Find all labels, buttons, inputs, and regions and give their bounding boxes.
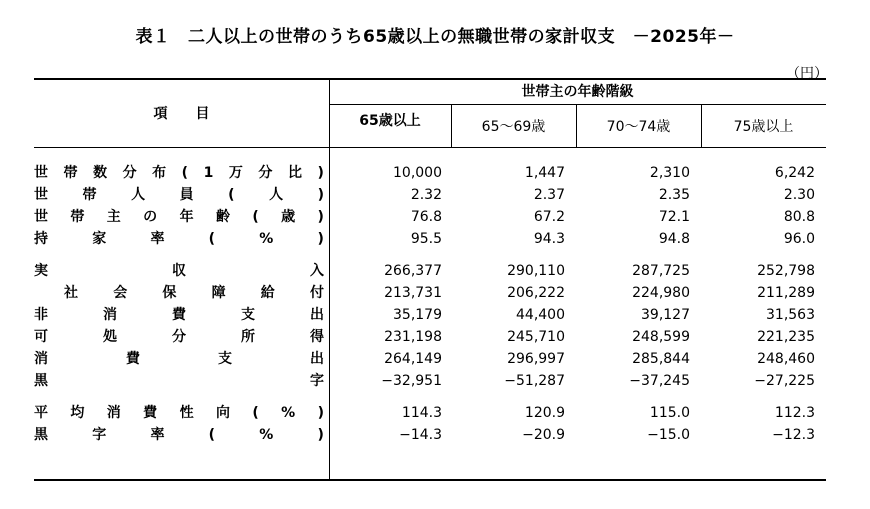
household-budget-table	[34, 78, 826, 480]
row-label-char: 保	[162, 285, 177, 301]
row-label-char: %	[281, 405, 296, 421]
row-value: 80.8	[783, 209, 815, 225]
row-value: 245,710	[507, 329, 565, 345]
row-value: −51,287	[504, 373, 565, 389]
row-label-char: 率	[150, 427, 165, 443]
row-label-char: 向	[215, 405, 230, 421]
row-label-char: 黒	[34, 373, 48, 389]
row-value: 72.1	[658, 209, 690, 225]
row-value: 114.3	[401, 405, 442, 421]
row-label-char: )	[317, 165, 324, 181]
row-label-char: 支	[218, 351, 232, 367]
row-label	[34, 402, 324, 424]
row-label-char: )	[317, 427, 324, 443]
row-label-char: 1	[203, 165, 214, 181]
row-value: 1,447	[524, 165, 565, 181]
row-label	[34, 348, 324, 370]
row-value: 2,310	[649, 165, 690, 181]
row-label-char: 費	[126, 351, 140, 367]
row-label	[34, 260, 324, 282]
row-value: −12.3	[772, 427, 815, 443]
row-value: 112.3	[774, 405, 815, 421]
row-value: 296,997	[507, 351, 565, 367]
row-label-char: 入	[310, 263, 324, 279]
row-label-char: 消	[106, 405, 121, 421]
row-value: 94.3	[533, 231, 565, 247]
row-value: 76.8	[410, 209, 442, 225]
row-label	[34, 424, 324, 446]
row-label-char: 消	[103, 307, 117, 323]
row-label	[64, 282, 324, 304]
header-bottom-rule	[34, 147, 826, 148]
row-label-char: 分	[122, 165, 137, 181]
row-label-char: 可	[34, 329, 48, 345]
row-label-char: 数	[93, 165, 108, 181]
row-label-char: 出	[310, 351, 324, 367]
row-value: 2.32	[410, 187, 442, 203]
row-label-char: 処	[103, 329, 117, 345]
row-value: 248,460	[757, 351, 815, 367]
row-label-char: 帯	[70, 209, 85, 225]
header-col-70-74: 70～74歳	[606, 118, 671, 135]
row-label	[34, 304, 324, 326]
row-label-char: 万	[228, 165, 243, 181]
row-value: −15.0	[647, 427, 690, 443]
row-value: 231,198	[384, 329, 442, 345]
row-value: 2.35	[658, 187, 690, 203]
row-label-char: 齢	[215, 209, 230, 225]
row-label-char: %	[259, 427, 274, 443]
row-label-char: 費	[172, 307, 186, 323]
row-label-char: 字	[92, 427, 107, 443]
row-value: 264,149	[384, 351, 442, 367]
row-value: 95.5	[410, 231, 442, 247]
header-col-65-over: 65歳以上	[359, 113, 421, 129]
header-age-group: 世帯主の年齢階級	[521, 84, 634, 100]
row-label-char: (	[252, 405, 259, 421]
row-label-char: 給	[260, 285, 275, 301]
row-label-char: 分	[258, 165, 273, 181]
row-value: 224,980	[632, 285, 690, 301]
row-value: 115.0	[649, 405, 690, 421]
row-label-char: 性	[179, 405, 194, 421]
row-label	[34, 184, 324, 206]
row-value: −20.9	[522, 427, 565, 443]
row-label-char: 持	[34, 231, 48, 247]
row-value: 287,725	[632, 263, 690, 279]
row-value: 94.8	[658, 231, 690, 247]
row-label-char: 比	[287, 165, 302, 181]
row-label	[34, 228, 324, 250]
row-label	[34, 162, 324, 184]
header-col-75-over: 75歳以上	[733, 118, 794, 135]
row-label-char: 歳	[281, 209, 296, 225]
row-label-char: 帯	[82, 187, 97, 203]
row-value: −14.3	[399, 427, 442, 443]
row-label-char: )	[317, 187, 324, 203]
row-value: −37,245	[629, 373, 690, 389]
row-value: 120.9	[524, 405, 565, 421]
row-label-char: 人	[131, 187, 146, 203]
header-item: 項 目	[153, 105, 210, 122]
row-label-char: 帯	[63, 165, 78, 181]
row-label-char: )	[317, 405, 324, 421]
row-value: 206,222	[507, 285, 565, 301]
row-value: 2.37	[533, 187, 565, 203]
row-label-char: (	[252, 209, 259, 225]
row-label-char: 費	[143, 405, 158, 421]
row-label-char: )	[317, 209, 324, 225]
table-bottom-rule	[34, 479, 826, 481]
row-value: 266,377	[384, 263, 442, 279]
row-value: 221,235	[757, 329, 815, 345]
row-label-char: 消	[34, 351, 48, 367]
row-label-char: 得	[310, 329, 324, 345]
row-label-char: 障	[211, 285, 226, 301]
row-label-char: 家	[92, 231, 107, 247]
row-value: 252,798	[757, 263, 815, 279]
row-label-char: 非	[34, 307, 48, 323]
row-value: 31,563	[766, 307, 815, 323]
row-label-char: 員	[179, 187, 194, 203]
row-label-char: (	[208, 231, 216, 247]
row-label-char: 世	[34, 165, 48, 181]
row-value: 96.0	[783, 231, 815, 247]
row-label-char: 字	[310, 373, 324, 389]
row-label-char: 支	[241, 307, 255, 323]
row-value: 35,179	[393, 307, 442, 323]
row-label-char: 均	[70, 405, 85, 421]
row-value: 290,110	[507, 263, 565, 279]
row-label-char: 人	[269, 187, 284, 203]
row-label-char: 世	[34, 209, 48, 225]
row-value: −32,951	[381, 373, 442, 389]
row-value: 6,242	[774, 165, 815, 181]
row-label-char: 社	[64, 285, 78, 301]
row-label-char: 所	[241, 329, 255, 345]
row-label-char: 付	[309, 285, 324, 301]
row-label-char: )	[317, 231, 324, 247]
header-col-65-69: 65～69歳	[481, 118, 546, 135]
row-label-char: (	[208, 427, 216, 443]
row-label-char: (	[228, 187, 235, 203]
row-label-char: 収	[172, 263, 186, 279]
row-label-char: (	[181, 165, 189, 181]
row-label	[34, 326, 324, 348]
row-value: 213,731	[384, 285, 442, 301]
row-value: −27,225	[754, 373, 815, 389]
row-label-char: 黒	[34, 427, 48, 443]
row-value: 285,844	[632, 351, 690, 367]
row-label-char: 主	[106, 209, 121, 225]
row-label-char: の	[143, 209, 158, 225]
row-label-char: 会	[113, 285, 128, 301]
row-label-char: 出	[310, 307, 324, 323]
row-value: 10,000	[393, 165, 442, 181]
row-value: 39,127	[641, 307, 690, 323]
row-value: 248,599	[632, 329, 690, 345]
table-title: 表１ 二人以上の世帯のうち65歳以上の無職世帯の家計収支 －2025年－	[135, 27, 735, 47]
row-label-char: 分	[172, 329, 186, 345]
row-label-char: %	[259, 231, 274, 247]
row-label-char: 実	[34, 263, 48, 279]
row-label	[34, 206, 324, 228]
row-label	[34, 370, 324, 392]
row-label-char: 平	[34, 405, 48, 421]
row-value: 44,400	[516, 307, 565, 323]
row-value: 67.2	[533, 209, 565, 225]
row-label-char: 世	[34, 187, 48, 203]
row-label-char: 布	[152, 165, 167, 181]
unit-label: （円）	[786, 66, 828, 82]
row-value: 2.30	[783, 187, 815, 203]
row-value: 211,289	[757, 285, 815, 301]
row-label-char: 率	[150, 231, 165, 247]
row-label-char: 年	[179, 209, 194, 225]
